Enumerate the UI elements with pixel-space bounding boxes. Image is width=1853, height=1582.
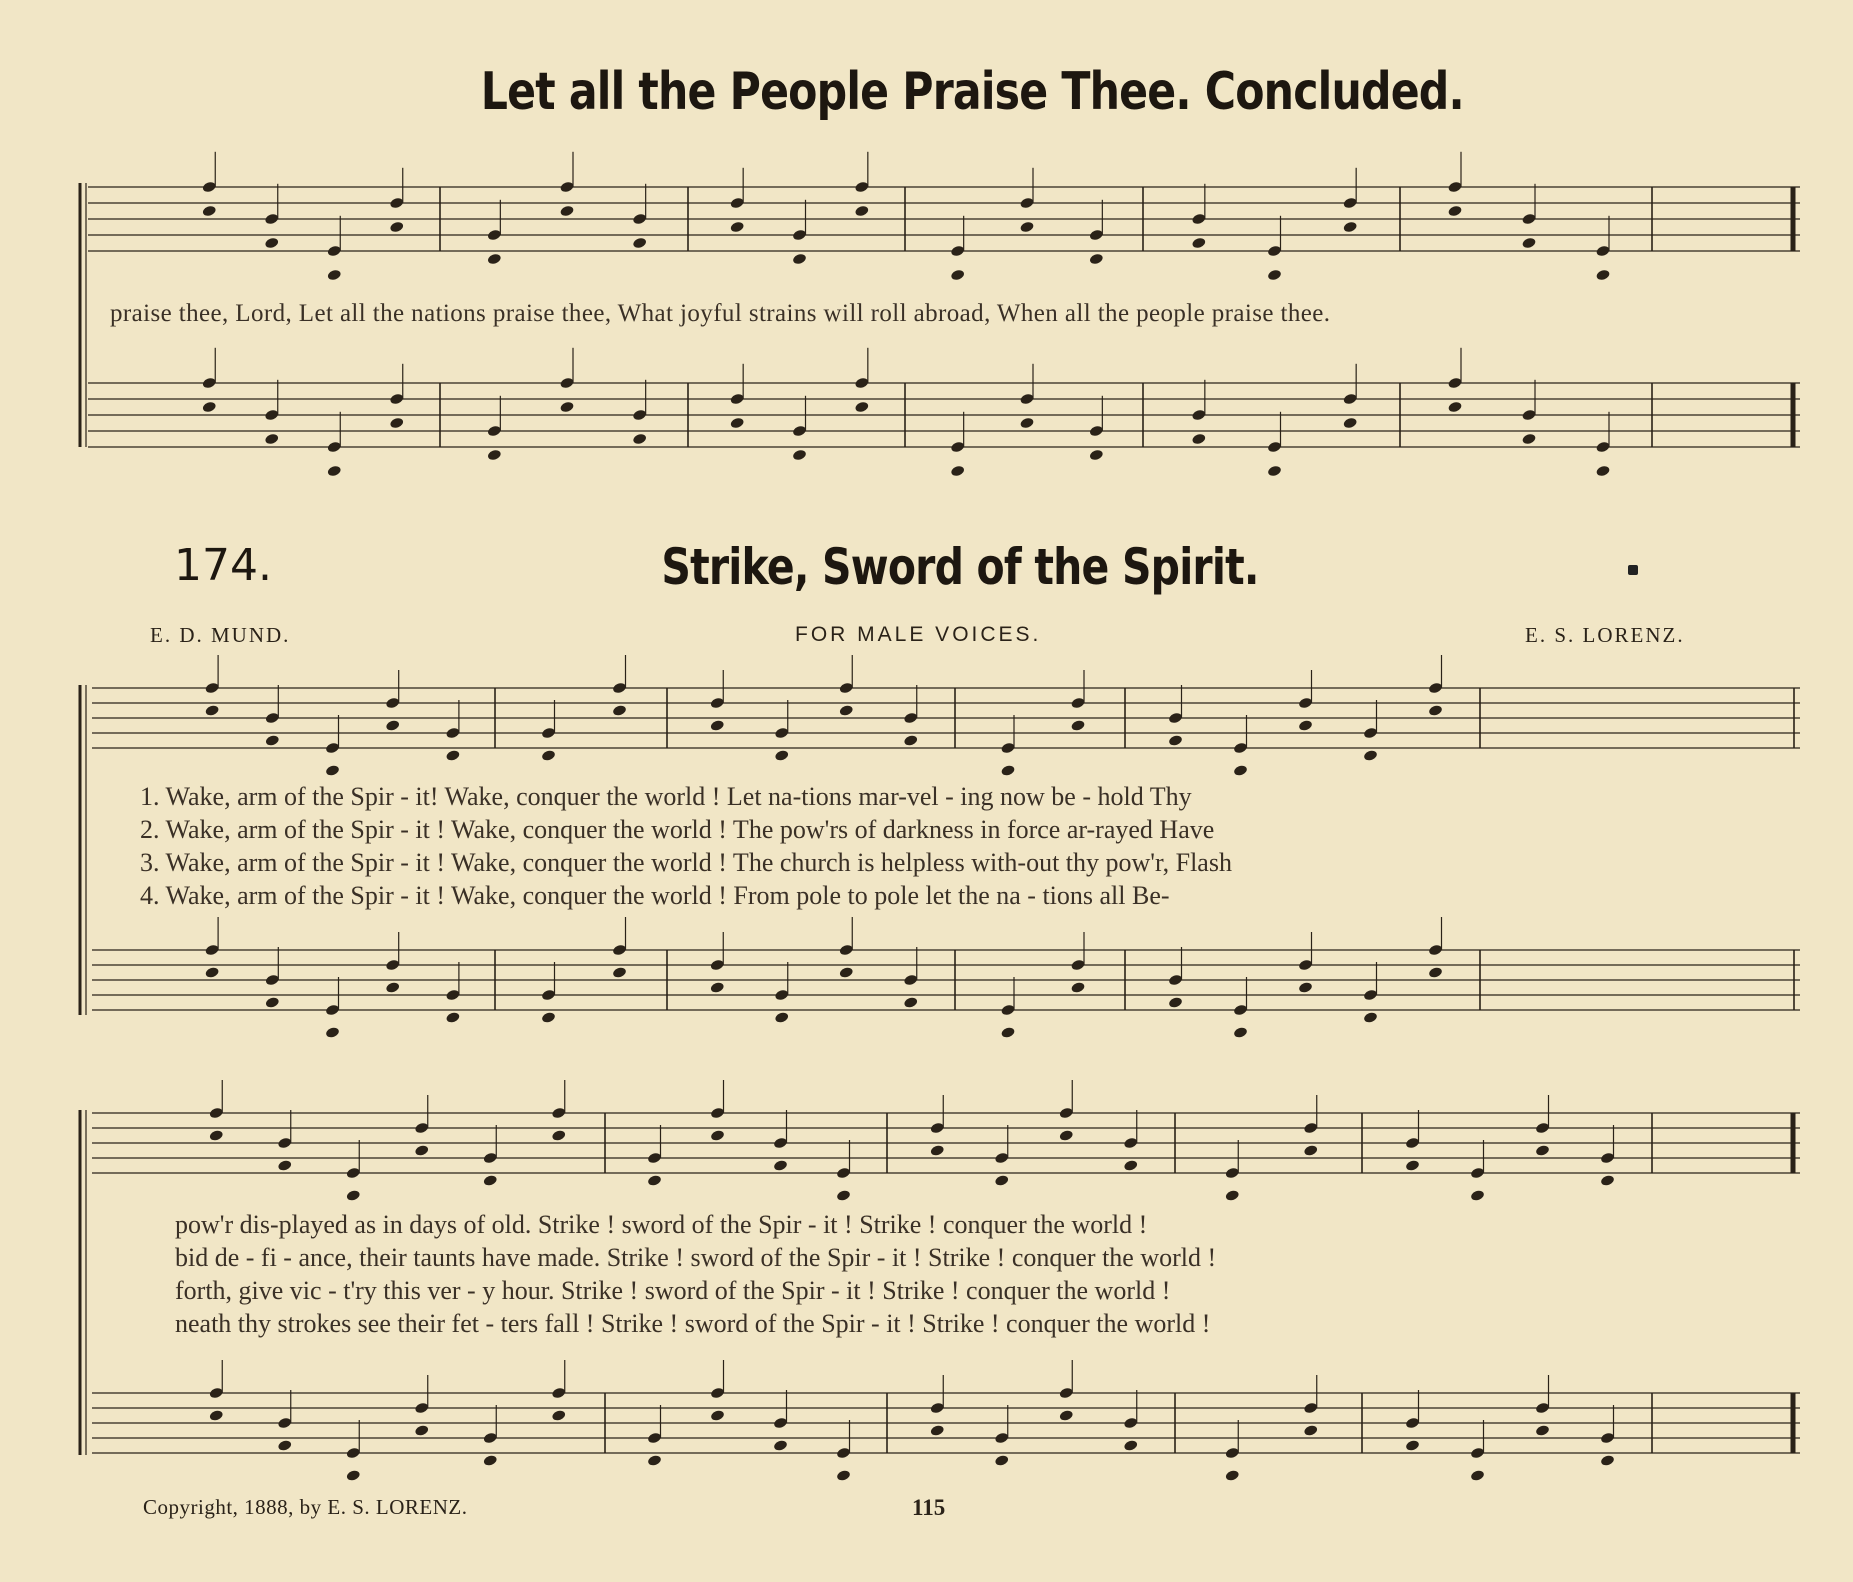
note-head: [839, 682, 854, 695]
note-head: [1089, 449, 1104, 462]
note-head: [1059, 1409, 1074, 1422]
note-head: [1070, 959, 1085, 972]
note-head: [1363, 989, 1378, 1002]
note-head: [730, 221, 745, 234]
note-head: [1428, 682, 1443, 695]
note-head: [994, 1454, 1009, 1467]
note-head: [1059, 1387, 1074, 1400]
note-head: [1298, 719, 1313, 732]
note-head: [325, 1004, 340, 1017]
note-head: [327, 441, 342, 454]
note-head: [710, 697, 725, 710]
note-head: [1428, 944, 1443, 957]
author-credit: E. D. MUND.: [150, 623, 291, 647]
note-head: [792, 449, 807, 462]
note-head: [1470, 1167, 1485, 1180]
note-head: [559, 205, 574, 218]
note-head: [389, 221, 404, 234]
note-head: [385, 697, 400, 710]
note-head: [385, 959, 400, 972]
note-head: [277, 1159, 292, 1172]
note-head: [541, 727, 556, 740]
note-head: [202, 377, 217, 390]
note-head: [204, 704, 219, 717]
note-head: [265, 734, 280, 747]
note-head: [325, 764, 340, 777]
note-head: [773, 1417, 788, 1430]
note-head: [836, 1447, 851, 1460]
note-head: [854, 377, 869, 390]
note-head: [1405, 1137, 1420, 1150]
note-head: [1000, 764, 1015, 777]
note-head: [1595, 245, 1610, 258]
note-head: [264, 213, 279, 226]
note-head: [202, 181, 217, 194]
note-head: [836, 1189, 851, 1202]
note-head: [551, 1129, 566, 1142]
note-head: [647, 1454, 662, 1467]
note-head: [774, 727, 789, 740]
note-head: [1123, 1159, 1138, 1172]
note-head: [1070, 697, 1085, 710]
note-head: [551, 1387, 566, 1400]
note-head: [1447, 401, 1462, 414]
note-head: [792, 253, 807, 266]
note-head: [710, 719, 725, 732]
note-head: [710, 1409, 725, 1422]
note-head: [792, 229, 807, 242]
note-head: [1059, 1129, 1074, 1142]
note-head: [1303, 1122, 1318, 1135]
note-head: [389, 417, 404, 430]
note-head: [487, 229, 502, 242]
note-head: [327, 245, 342, 258]
note-head: [1447, 181, 1462, 194]
note-head: [903, 712, 918, 725]
note-head: [202, 401, 217, 414]
verse-line: neath thy strokes see their fet - ters fall ! Strike ! sword of the Spir - it ! Strike ! conquer the world !: [175, 1309, 1211, 1338]
page-number: 115: [912, 1495, 946, 1520]
note-head: [346, 1469, 361, 1482]
note-head: [1447, 205, 1462, 218]
note-head: [1070, 719, 1085, 732]
note-head: [1470, 1189, 1485, 1202]
note-head: [389, 197, 404, 210]
note-head: [1600, 1454, 1615, 1467]
note-head: [632, 409, 647, 422]
note-head: [1123, 1137, 1138, 1150]
note-head: [1303, 1144, 1318, 1157]
note-head: [612, 966, 627, 979]
note-head: [1267, 441, 1282, 454]
note-head: [1225, 1447, 1240, 1460]
note-head: [1019, 197, 1034, 210]
note-head: [632, 213, 647, 226]
note-head: [264, 409, 279, 422]
note-head: [1000, 742, 1015, 755]
note-head: [209, 1387, 224, 1400]
note-head: [414, 1122, 429, 1135]
note-head: [774, 749, 789, 762]
note-head: [1521, 237, 1536, 250]
note-head: [1600, 1174, 1615, 1187]
verse-line: 3. Wake, arm of the Spir - it ! Wake, conquer the world ! The church is helpless with-out thy pow'r, Flash: [140, 848, 1232, 877]
ink-mark: [1628, 565, 1638, 575]
note-head: [445, 727, 460, 740]
note-head: [1521, 409, 1536, 422]
note-head: [1298, 981, 1313, 994]
note-head: [1363, 749, 1378, 762]
note-head: [710, 981, 725, 994]
note-head: [1343, 393, 1358, 406]
note-head: [950, 441, 965, 454]
note-head: [265, 974, 280, 987]
note-head: [1267, 269, 1282, 282]
note-head: [710, 959, 725, 972]
note-head: [773, 1159, 788, 1172]
hymn-number: 174.: [174, 540, 272, 591]
note-head: [730, 417, 745, 430]
note-head: [541, 989, 556, 1002]
note-head: [1343, 417, 1358, 430]
note-head: [1303, 1424, 1318, 1437]
note-head: [483, 1174, 498, 1187]
note-head: [1470, 1447, 1485, 1460]
note-head: [1000, 1026, 1015, 1039]
note-head: [209, 1107, 224, 1120]
note-head: [389, 393, 404, 406]
note-head: [839, 944, 854, 957]
note-head: [445, 989, 460, 1002]
note-head: [1267, 245, 1282, 258]
verse-line: 2. Wake, arm of the Spir - it ! Wake, conquer the world ! The pow'rs of darkness in force ar-rayed Have: [140, 815, 1215, 844]
note-head: [1535, 1402, 1550, 1415]
note-head: [1363, 727, 1378, 740]
note-head: [541, 1011, 556, 1024]
note-head: [1000, 1004, 1015, 1017]
note-head: [1535, 1424, 1550, 1437]
note-head: [1233, 1026, 1248, 1039]
note-head: [710, 1129, 725, 1142]
note-head: [1298, 959, 1313, 972]
note-head: [1303, 1402, 1318, 1415]
note-head: [903, 996, 918, 1009]
note-head: [950, 269, 965, 282]
note-head: [1191, 433, 1206, 446]
verse-line: bid de - fi - ance, their taunts have made. Strike ! sword of the Spir - it ! Strike ! conquer the world !: [175, 1243, 1217, 1272]
note-head: [1521, 433, 1536, 446]
note-head: [264, 237, 279, 250]
note-head: [1019, 221, 1034, 234]
verse-line: 4. Wake, arm of the Spir - it ! Wake, conquer the world ! From pole to pole let the na - tions all Be-: [140, 881, 1170, 910]
note-head: [559, 181, 574, 194]
note-head: [839, 966, 854, 979]
note-head: [1447, 377, 1462, 390]
note-head: [277, 1439, 292, 1452]
note-head: [1123, 1417, 1138, 1430]
note-head: [541, 749, 556, 762]
note-head: [647, 1152, 662, 1165]
note-head: [612, 944, 627, 957]
note-head: [1191, 213, 1206, 226]
note-head: [209, 1409, 224, 1422]
note-head: [1123, 1439, 1138, 1452]
note-head: [277, 1137, 292, 1150]
note-head: [930, 1402, 945, 1415]
note-head: [483, 1454, 498, 1467]
note-head: [325, 742, 340, 755]
hymn-title: Strike, Sword of the Spirit.: [661, 538, 1259, 596]
note-head: [836, 1469, 851, 1482]
note-head: [1600, 1152, 1615, 1165]
note-head: [204, 966, 219, 979]
note-head: [1019, 417, 1034, 430]
note-head: [903, 974, 918, 987]
note-head: [487, 253, 502, 266]
note-head: [559, 401, 574, 414]
note-head: [612, 704, 627, 717]
note-head: [773, 1439, 788, 1452]
note-head: [1535, 1144, 1550, 1157]
note-head: [1405, 1417, 1420, 1430]
note-head: [559, 377, 574, 390]
verses-first-system: [140, 780, 1232, 912]
note-head: [346, 1189, 361, 1202]
voicing-note: FOR MALE VOICES.: [795, 623, 1042, 646]
note-head: [385, 981, 400, 994]
note-head: [773, 1137, 788, 1150]
note-head: [1267, 465, 1282, 478]
note-head: [202, 205, 217, 218]
note-head: [1428, 966, 1443, 979]
note-head: [730, 197, 745, 210]
note-head: [445, 749, 460, 762]
note-head: [774, 989, 789, 1002]
note-head: [487, 449, 502, 462]
verse-line: forth, give vic - t'ry this ver - y hour. Strike ! sword of the Spir - it ! Strike ! conquer the world !: [175, 1276, 1171, 1305]
note-head: [487, 425, 502, 438]
note-head: [612, 682, 627, 695]
note-head: [836, 1167, 851, 1180]
note-head: [839, 704, 854, 717]
note-head: [854, 181, 869, 194]
note-head: [445, 1011, 460, 1024]
note-head: [1595, 269, 1610, 282]
note-head: [1233, 764, 1248, 777]
note-head: [1298, 697, 1313, 710]
note-head: [325, 1026, 340, 1039]
note-head: [346, 1167, 361, 1180]
note-head: [1521, 213, 1536, 226]
note-head: [1343, 197, 1358, 210]
note-head: [1470, 1469, 1485, 1482]
note-head: [950, 245, 965, 258]
note-head: [1405, 1439, 1420, 1452]
note-head: [1343, 221, 1358, 234]
note-head: [730, 393, 745, 406]
note-head: [1225, 1189, 1240, 1202]
note-head: [265, 996, 280, 1009]
note-head: [930, 1424, 945, 1437]
note-head: [1059, 1107, 1074, 1120]
note-head: [551, 1409, 566, 1422]
note-head: [483, 1152, 498, 1165]
note-head: [994, 1432, 1009, 1445]
note-head: [1428, 704, 1443, 717]
note-head: [647, 1174, 662, 1187]
note-head: [1233, 1004, 1248, 1017]
note-head: [1168, 712, 1183, 725]
note-head: [1168, 974, 1183, 987]
continuation-lyrics: praise thee, Lord, Let all the nations praise thee, What joyful strains will roll abroad, When all the people praise thee.: [110, 300, 1331, 327]
note-head: [710, 1107, 725, 1120]
note-head: [327, 465, 342, 478]
note-head: [1363, 1011, 1378, 1024]
note-head: [346, 1447, 361, 1460]
note-head: [1019, 393, 1034, 406]
note-head: [1595, 441, 1610, 454]
note-head: [774, 1011, 789, 1024]
note-head: [204, 944, 219, 957]
note-head: [1089, 253, 1104, 266]
note-head: [854, 401, 869, 414]
note-head: [930, 1144, 945, 1157]
note-head: [1191, 409, 1206, 422]
note-head: [792, 425, 807, 438]
note-head: [414, 1402, 429, 1415]
verse-line: 1. Wake, arm of the Spir - it! Wake, conquer the world ! Let na-tions mar-vel - ing now be - hold Thy: [140, 782, 1192, 811]
note-head: [647, 1432, 662, 1445]
note-head: [327, 269, 342, 282]
note-head: [1225, 1167, 1240, 1180]
note-head: [1070, 981, 1085, 994]
verses-second-system: [175, 1208, 1216, 1340]
note-head: [1595, 465, 1610, 478]
note-head: [1191, 237, 1206, 250]
note-head: [854, 205, 869, 218]
note-head: [277, 1417, 292, 1430]
continuation-title: Let all the People Praise Thee. Concluded.: [480, 62, 1464, 122]
note-head: [632, 433, 647, 446]
copyright-notice: Copyright, 1888, by E. S. LORENZ.: [143, 1495, 468, 1519]
note-head: [414, 1144, 429, 1157]
note-head: [1225, 1469, 1240, 1482]
note-head: [1405, 1159, 1420, 1172]
note-head: [994, 1152, 1009, 1165]
note-head: [1535, 1122, 1550, 1135]
note-head: [264, 433, 279, 446]
note-head: [414, 1424, 429, 1437]
note-head: [710, 1387, 725, 1400]
note-head: [1168, 996, 1183, 1009]
note-head: [1168, 734, 1183, 747]
note-head: [1089, 229, 1104, 242]
note-head: [385, 719, 400, 732]
note-head: [1233, 742, 1248, 755]
note-head: [483, 1432, 498, 1445]
note-head: [204, 682, 219, 695]
verse-line: pow'r dis-played as in days of old. Strike ! sword of the Spir - it ! Strike ! conquer the world !: [175, 1210, 1148, 1239]
note-head: [930, 1122, 945, 1135]
note-head: [551, 1107, 566, 1120]
note-head: [1600, 1432, 1615, 1445]
note-head: [950, 465, 965, 478]
note-head: [1089, 425, 1104, 438]
note-head: [994, 1174, 1009, 1187]
note-head: [209, 1129, 224, 1142]
note-head: [632, 237, 647, 250]
composer-credit: E. S. LORENZ.: [1525, 623, 1685, 647]
note-head: [265, 712, 280, 725]
note-head: [903, 734, 918, 747]
